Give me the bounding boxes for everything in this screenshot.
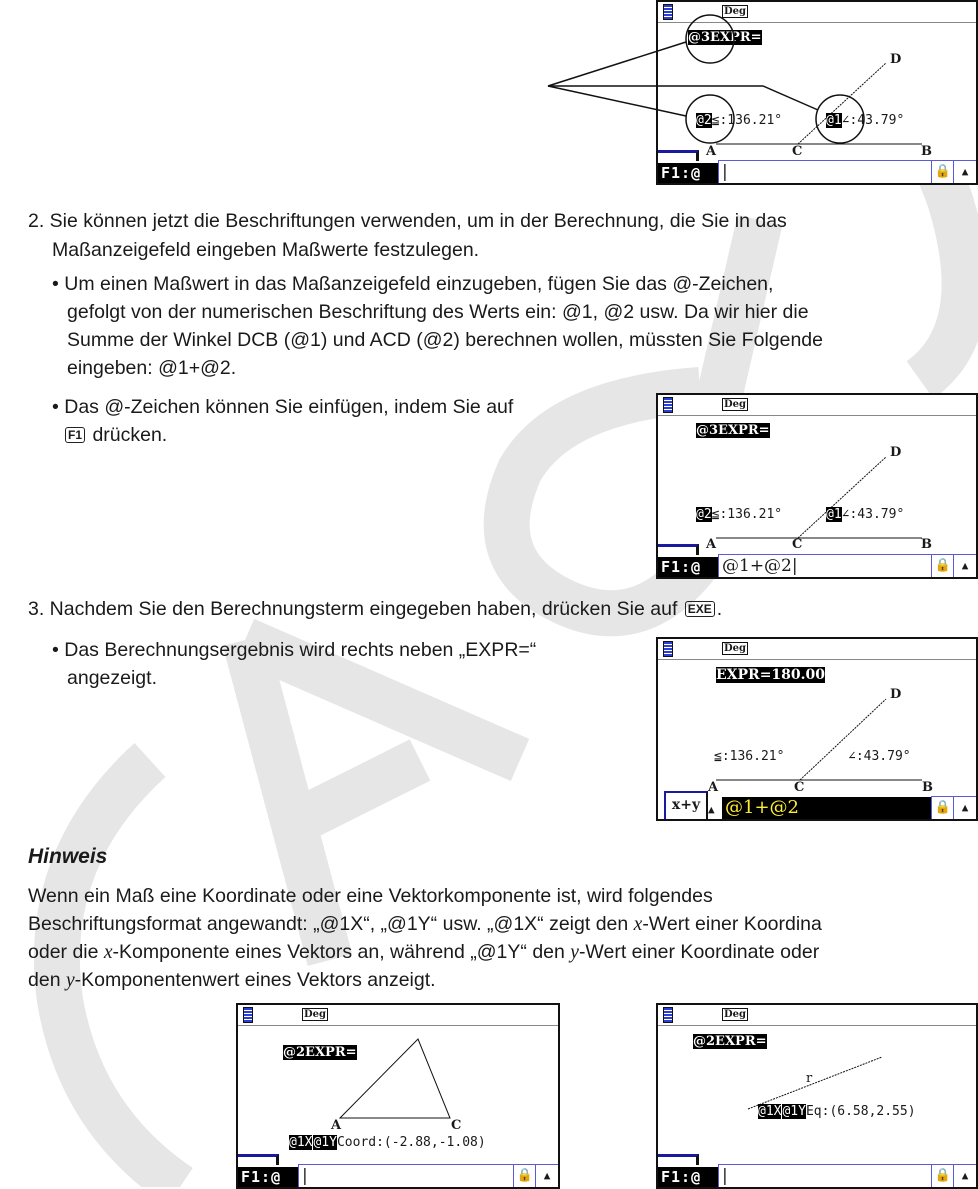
up-arrow-icon[interactable]: ▲ <box>953 1164 976 1187</box>
point-label-a: A <box>706 144 717 159</box>
tab-indicator <box>658 150 699 161</box>
measure-tag-x: @1X <box>289 1135 313 1150</box>
calc-screen-2 <box>656 393 978 579</box>
step-3-bullet-line-2: angezeigt. <box>67 667 157 689</box>
step-3-bullet-line-1: • Das Berechnungsergebnis wird rechts neben „EXPR=“ <box>52 639 537 661</box>
f1-at-button[interactable]: F1:@ <box>658 163 719 183</box>
angle-measure-acd: ≦:136.21° <box>711 507 783 522</box>
measure-tag-y: @1Y <box>313 1135 337 1150</box>
note-line-4: den y-Komponentenwert eines Vektors anzeigt. <box>28 969 436 991</box>
coord-measure: Coord:(-2.88,-1.08) <box>336 1135 486 1150</box>
measure-tag-1: @1 <box>826 507 842 522</box>
bullet-1-line-1: • Um einen Maßwert in das Maßanzeigefeld einzugeben, fügen Sie das @-Zeichen, <box>52 273 774 295</box>
step-2-line-2: Maßanzeigefeld eingeben Maßwerte festzulegen. <box>52 239 480 261</box>
calc-screen-3 <box>656 637 978 821</box>
angle-measure-dcb: ∠:43.79° <box>848 749 911 764</box>
point-label-b: B <box>922 780 933 795</box>
angle-mode-indicator: Deg <box>724 6 747 17</box>
step-2-line-1: 2. Sie können jetzt die Beschriftungen verwenden, um in der Berechnung, die Sie in das <box>28 210 787 232</box>
calc-screen-4 <box>236 1003 560 1189</box>
point-label-d: D <box>890 687 902 702</box>
lock-icon[interactable]: 🔒 <box>513 1164 536 1187</box>
vector-label: r <box>806 1071 813 1086</box>
measure-tag-1: @1 <box>826 113 842 128</box>
expr-label: @2EXPR= <box>283 1045 357 1060</box>
bullet-2-line-1: • Das @-Zeichen können Sie einfügen, indem Sie auf <box>52 396 514 418</box>
tab-indicator <box>658 1154 699 1165</box>
calc-screen-1 <box>656 0 978 185</box>
note-line-3: oder die x-Komponente eines Vektors an, während „@1Y“ den y-Wert einer Koordinate oder <box>28 941 820 963</box>
measure-input-highlighted[interactable]: @1+@2 <box>722 797 932 819</box>
measure-input[interactable]: @1+@2| <box>718 554 932 577</box>
measure-input[interactable]: | <box>718 1164 932 1187</box>
f1-key-icon: F1 <box>65 427 85 443</box>
note-line-2: Beschriftungsformat angewandt: „@1X“, „@1Y“ usw. „@1X“ zeigt den x-Wert einer Koordina <box>28 913 822 935</box>
bullet-2-line-2: drücken. <box>92 424 168 446</box>
vector-measure: Eq:(6.58,2.55) <box>805 1104 916 1119</box>
angle-measure-dcb: ∠:43.79° <box>841 507 905 522</box>
up-arrow-icon[interactable]: ▲ <box>953 160 976 183</box>
up-arrow-icon: ▲ <box>708 803 715 816</box>
bullet-1-line-4: eingeben: @1+@2. <box>67 357 237 379</box>
measure-tag-x: @1X <box>758 1104 782 1119</box>
point-label-a: A <box>708 780 719 795</box>
angle-measure-acd: ≦:136.21° <box>714 749 785 764</box>
up-arrow-icon[interactable]: ▲ <box>953 796 976 819</box>
point-label-c: C <box>792 537 803 552</box>
f1-at-button[interactable]: F1:@ <box>238 1167 299 1187</box>
tab-indicator <box>658 544 699 555</box>
measure-input[interactable]: | <box>298 1164 514 1187</box>
lock-icon[interactable]: 🔒 <box>931 796 954 819</box>
up-arrow-icon[interactable]: ▲ <box>953 554 976 577</box>
lock-icon[interactable]: 🔒 <box>931 160 954 183</box>
angle-mode-indicator: Deg <box>724 399 747 410</box>
angle-measure-acd: ≦:136.21° <box>711 113 783 128</box>
exe-key-icon: EXE <box>685 601 715 617</box>
f1-at-button[interactable]: F1:@ <box>658 557 719 577</box>
add-mode-button[interactable]: x+y <box>664 791 708 819</box>
expr-label: @3EXPR= <box>688 30 762 45</box>
f1-at-button[interactable]: F1:@ <box>658 1167 719 1187</box>
angle-mode-indicator: Deg <box>724 1009 747 1020</box>
lock-icon[interactable]: 🔒 <box>931 1164 954 1187</box>
triangle-figure <box>238 1005 558 1187</box>
point-label-b: B <box>921 537 932 552</box>
point-label-c: C <box>792 144 803 159</box>
expr-result: EXPR=180.00 <box>716 667 826 683</box>
expr-label: @3EXPR= <box>696 423 770 438</box>
measure-tag-2: @2 <box>696 507 712 522</box>
point-label-d: D <box>890 52 902 67</box>
angle-mode-indicator: Deg <box>304 1009 327 1020</box>
calc-screen-5 <box>656 1003 978 1189</box>
note-line-1: Wenn ein Maß eine Koordinate oder eine Vektorkomponente ist, wird folgendes <box>28 885 713 907</box>
measure-tag-2: @2 <box>696 113 712 128</box>
point-label-d: D <box>890 445 902 460</box>
point-label-c: C <box>451 1118 462 1133</box>
point-label-c: C <box>794 780 805 795</box>
bullet-1-line-3: Summe der Winkel DCB (@1) und ACD (@2) berechnen wollen, müssten Sie Folgende <box>67 329 823 351</box>
point-label-a: A <box>331 1118 342 1133</box>
bullet-1-line-2: gefolgt von der numerischen Beschriftung des Werts ein: @1, @2 usw. Da wir hier die <box>67 301 809 323</box>
expr-label: @2EXPR= <box>693 1034 767 1049</box>
step-3-text: 3. Nachdem Sie den Berechnungsterm eingegeben haben, drücken Sie auf <box>28 598 678 620</box>
point-label-a: A <box>706 537 717 552</box>
tab-indicator <box>238 1154 279 1165</box>
measure-input[interactable]: | <box>718 160 932 183</box>
note-title: Hinweis <box>28 845 108 868</box>
up-arrow-icon[interactable]: ▲ <box>535 1164 558 1187</box>
lock-icon[interactable]: 🔒 <box>931 554 954 577</box>
angle-mode-indicator: Deg <box>724 643 747 654</box>
angle-measure-dcb: ∠:43.79° <box>841 113 905 128</box>
measure-tag-y: @1Y <box>782 1104 806 1119</box>
vector-figure <box>658 1005 976 1187</box>
point-label-b: B <box>921 144 932 159</box>
